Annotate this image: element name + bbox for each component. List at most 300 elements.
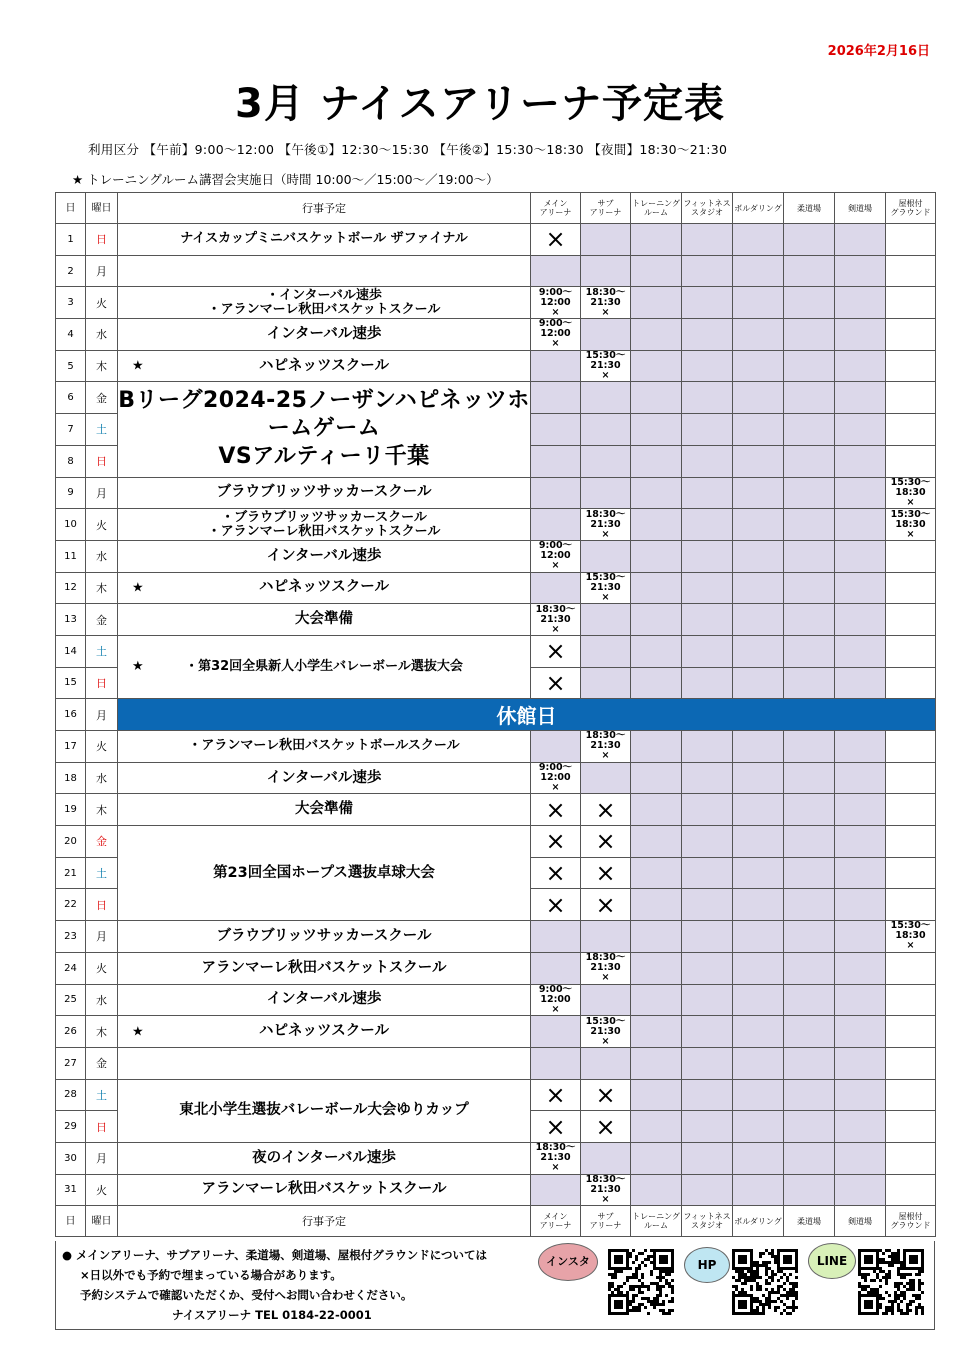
event-cell	[118, 984, 531, 1016]
header-facility: ボルダリング	[733, 193, 784, 224]
facility-cell	[581, 604, 631, 636]
header-facility: ボルダリング	[733, 1206, 784, 1237]
facility-cell	[631, 319, 682, 351]
facility-cell	[581, 319, 631, 351]
event-text: インターバル速歩	[266, 325, 382, 342]
day-cell: 5	[56, 350, 86, 382]
weekday-cell: 土	[86, 635, 118, 667]
facility-cell: ×	[581, 794, 631, 826]
facility-cell	[835, 350, 886, 382]
facility-cell	[682, 984, 733, 1016]
facility-cell	[581, 540, 631, 572]
table-row	[56, 224, 936, 256]
facility-cell	[784, 255, 835, 287]
facility-cell	[835, 287, 886, 319]
table-row	[56, 1142, 936, 1174]
facility-cell	[682, 509, 733, 541]
facility-cell	[886, 889, 936, 921]
facility-cell	[631, 572, 682, 604]
header-facility: サブ アリーナ	[581, 193, 631, 224]
facility-cell	[682, 762, 733, 794]
star-icon: ★	[132, 580, 144, 596]
facility-cell	[631, 414, 682, 446]
facility-cell	[835, 509, 886, 541]
event-text: ・インターバル速歩 ・アランマーレ秋田バスケットスクール	[207, 287, 441, 317]
table-row	[56, 287, 936, 319]
facility-cell	[682, 255, 733, 287]
facility-cell	[886, 287, 936, 319]
facility-cell: ×	[581, 1111, 631, 1143]
facility-cell	[733, 921, 784, 953]
day-cell: 4	[56, 319, 86, 351]
facility-cell	[886, 1111, 936, 1143]
event-cell	[118, 540, 531, 572]
weekday-cell: 月	[86, 1142, 118, 1174]
table-row	[56, 255, 936, 287]
facility-cell: ×	[531, 826, 581, 858]
facility-cell	[531, 350, 581, 382]
facility-cell	[835, 319, 886, 351]
event-cell	[118, 952, 531, 984]
header-weekday: 曜日	[86, 193, 118, 224]
weekday-cell: 木	[86, 794, 118, 826]
day-cell: 15	[56, 667, 86, 699]
table-row	[56, 826, 936, 858]
facility-cell	[784, 572, 835, 604]
facility-cell	[733, 1047, 784, 1079]
facility-cell	[886, 1079, 936, 1111]
event-text: ・第32回全県新人小学生バレーボール選抜大会	[185, 659, 463, 675]
facility-cell: 18:30～ 21:30 ×	[581, 287, 631, 319]
day-cell: 22	[56, 889, 86, 921]
facility-cell	[784, 952, 835, 984]
facility-cell: ×	[531, 794, 581, 826]
facility-cell	[631, 382, 682, 414]
facility-cell	[531, 1047, 581, 1079]
facility-cell: ×	[531, 224, 581, 256]
facility-cell	[682, 540, 733, 572]
table-row	[56, 509, 936, 541]
facility-cell	[733, 509, 784, 541]
header-row-bottom	[56, 1206, 936, 1237]
facility-cell	[531, 445, 581, 477]
facility-cell: 15:30～ 18:30 ×	[886, 477, 936, 509]
weekday-cell: 水	[86, 984, 118, 1016]
header-facility: トレーニング ルーム	[631, 193, 682, 224]
facility-cell	[631, 509, 682, 541]
facility-cell	[631, 1111, 682, 1143]
facility-cell	[784, 224, 835, 256]
weekday-cell: 金	[86, 604, 118, 636]
day-cell: 27	[56, 1047, 86, 1079]
facility-cell	[631, 477, 682, 509]
table-row	[56, 762, 936, 794]
header-facility: 柔道場	[784, 1206, 835, 1237]
facility-cell	[835, 414, 886, 446]
weekday-cell: 土	[86, 857, 118, 889]
weekday-cell: 月	[86, 477, 118, 509]
facility-cell: 9:00～ 12:00 ×	[531, 762, 581, 794]
facility-cell	[682, 952, 733, 984]
facility-cell: ×	[581, 1079, 631, 1111]
issue-date: 2026年2月16日	[827, 44, 930, 59]
facility-cell	[886, 1174, 936, 1206]
facility-cell	[631, 255, 682, 287]
instagram-qr-icon[interactable]	[608, 1249, 674, 1315]
facility-cell: ×	[531, 1079, 581, 1111]
facility-cell	[835, 540, 886, 572]
footer-line: ● メインアリーナ、サブアリーナ、柔道場、剣道場、屋根付グラウンドについては	[62, 1248, 488, 1262]
facility-cell	[886, 1142, 936, 1174]
header-facility: 屋根付 グラウンド	[886, 193, 936, 224]
facility-cell	[682, 1142, 733, 1174]
facility-cell	[531, 477, 581, 509]
table-row	[56, 319, 936, 351]
facility-cell	[733, 794, 784, 826]
facility-cell: 18:30～ 21:30 ×	[581, 952, 631, 984]
event-text: ナイスカップミニバスケットボール ザファイナル	[180, 231, 468, 247]
event-cell	[118, 1079, 531, 1142]
event-cell	[118, 731, 531, 763]
facility-cell	[886, 572, 936, 604]
facility-cell	[531, 1174, 581, 1206]
facility-cell	[531, 1016, 581, 1048]
event-cell	[118, 287, 531, 319]
event-text: 第23回全国ホープス選抜卓球大会	[213, 864, 435, 881]
event-cell	[118, 604, 531, 636]
facility-cell	[886, 762, 936, 794]
facility-cell	[733, 477, 784, 509]
table-row	[56, 1174, 936, 1206]
facility-cell	[733, 414, 784, 446]
facility-cell	[531, 921, 581, 953]
facility-cell	[733, 540, 784, 572]
facility-cell	[733, 255, 784, 287]
header-event: 行事予定	[118, 193, 531, 224]
facility-cell	[631, 826, 682, 858]
weekday-cell: 金	[86, 1047, 118, 1079]
facility-cell	[733, 1174, 784, 1206]
facility-cell	[886, 414, 936, 446]
facility-cell: 9:00～ 12:00 ×	[531, 984, 581, 1016]
facility-cell: 15:30～ 21:30 ×	[581, 572, 631, 604]
table-row	[56, 604, 936, 636]
instagram-bubble[interactable]: インスタ	[538, 1243, 598, 1281]
facility-cell	[631, 984, 682, 1016]
facility-cell	[581, 382, 631, 414]
facility-cell	[682, 921, 733, 953]
facility-cell	[682, 414, 733, 446]
facility-cell	[682, 1079, 733, 1111]
facility-cell	[886, 540, 936, 572]
weekday-cell: 月	[86, 921, 118, 953]
facility-cell	[581, 762, 631, 794]
facility-cell	[835, 604, 886, 636]
facility-cell	[835, 382, 886, 414]
usage-hours: 利用区分 【午前】9:00～12:00 【午後①】12:30～15:30 【午後②】15:30～18:30 【夜間】18:30～21:30	[88, 142, 728, 157]
table-row	[56, 794, 936, 826]
weekday-cell: 日	[86, 889, 118, 921]
facility-cell	[631, 667, 682, 699]
weekday-cell: 水	[86, 540, 118, 572]
facility-cell	[581, 255, 631, 287]
event-cell	[118, 635, 531, 698]
facility-cell	[682, 889, 733, 921]
facility-cell: 9:00～ 12:00 ×	[531, 540, 581, 572]
facility-cell	[531, 731, 581, 763]
facility-cell	[784, 1174, 835, 1206]
header-row-top	[56, 193, 936, 224]
facility-cell	[682, 445, 733, 477]
footer-note	[62, 1245, 487, 1325]
weekday-cell: 月	[86, 255, 118, 287]
facility-cell	[784, 731, 835, 763]
closed-banner: 休館日	[118, 699, 936, 731]
event-text: ・ブラウブリッツサッカースクール ・アランマーレ秋田バスケットスクール	[207, 509, 441, 539]
event-text: インターバル速歩	[266, 769, 382, 786]
facility-cell	[682, 1016, 733, 1048]
facility-cell	[835, 826, 886, 858]
facility-cell	[886, 667, 936, 699]
event-text: 大会準備	[295, 611, 353, 628]
facility-cell	[835, 794, 886, 826]
day-cell: 28	[56, 1079, 86, 1111]
weekday-cell: 火	[86, 952, 118, 984]
header-facility: 柔道場	[784, 193, 835, 224]
header-facility: サブ アリーナ	[581, 1206, 631, 1237]
facility-cell	[835, 224, 886, 256]
facility-cell	[581, 1047, 631, 1079]
facility-cell	[581, 477, 631, 509]
table-row	[56, 1016, 936, 1048]
facility-cell	[835, 1111, 886, 1143]
facility-cell	[733, 445, 784, 477]
event-text: ブラウブリッツサッカースクール	[216, 927, 432, 944]
table-row	[56, 731, 936, 763]
facility-cell	[531, 952, 581, 984]
weekday-cell: 水	[86, 319, 118, 351]
facility-cell	[886, 826, 936, 858]
facility-cell	[581, 667, 631, 699]
facility-cell	[682, 794, 733, 826]
facility-cell	[835, 255, 886, 287]
table-row	[56, 984, 936, 1016]
weekday-cell: 火	[86, 509, 118, 541]
weekday-cell: 日	[86, 667, 118, 699]
facility-cell	[631, 635, 682, 667]
facility-cell: 18:30～ 21:30 ×	[531, 1142, 581, 1174]
facility-cell	[784, 635, 835, 667]
facility-cell	[886, 635, 936, 667]
facility-cell	[631, 857, 682, 889]
event-text: インターバル速歩	[266, 547, 382, 564]
weekday-cell: 日	[86, 445, 118, 477]
event-text: ハピネッツスクール	[259, 1023, 389, 1040]
facility-cell	[531, 572, 581, 604]
table-row	[56, 699, 936, 731]
facility-cell	[631, 1047, 682, 1079]
facility-cell	[631, 350, 682, 382]
facility-cell	[835, 477, 886, 509]
facility-cell	[733, 572, 784, 604]
table-row	[56, 382, 936, 414]
day-cell: 6	[56, 382, 86, 414]
facility-cell	[682, 382, 733, 414]
facility-cell	[784, 921, 835, 953]
line-qr-icon[interactable]	[858, 1249, 924, 1315]
event-cell	[118, 382, 531, 477]
facility-cell	[682, 477, 733, 509]
facility-cell	[733, 889, 784, 921]
facility-cell	[631, 794, 682, 826]
day-cell: 21	[56, 857, 86, 889]
weekday-cell: 金	[86, 826, 118, 858]
facility-cell	[733, 382, 784, 414]
event-text: ハピネッツスクール	[259, 357, 389, 374]
day-cell: 7	[56, 414, 86, 446]
facility-cell: ×	[531, 889, 581, 921]
facility-cell	[784, 509, 835, 541]
facility-cell	[835, 1142, 886, 1174]
facility-cell	[581, 984, 631, 1016]
facility-cell	[682, 572, 733, 604]
hp-bubble[interactable]: HP	[684, 1247, 730, 1283]
facility-cell	[733, 350, 784, 382]
event-text: ・アランマーレ秋田バスケットボールスクール	[188, 738, 460, 754]
facility-cell	[682, 667, 733, 699]
facility-cell	[682, 1174, 733, 1206]
event-cell	[118, 1047, 531, 1079]
day-cell: 2	[56, 255, 86, 287]
event-cell	[118, 509, 531, 541]
footer-line: ナイスアリーナ TEL 0184-22-0001	[172, 1308, 372, 1322]
header-facility: 剣道場	[835, 193, 886, 224]
facility-cell	[682, 1111, 733, 1143]
event-text: Bリーグ2024-25ノーザンハピネッツホームゲーム VSアルティーリ千葉	[118, 388, 530, 470]
facility-cell	[784, 1016, 835, 1048]
facility-cell: 15:30～ 21:30 ×	[581, 1016, 631, 1048]
facility-cell	[581, 414, 631, 446]
facility-cell	[733, 319, 784, 351]
facility-cell	[784, 984, 835, 1016]
header-facility: フィットネス スタジオ	[682, 193, 733, 224]
event-text: ブラウブリッツサッカースクール	[216, 484, 432, 501]
facility-cell	[733, 857, 784, 889]
facility-cell	[733, 826, 784, 858]
facility-cell: 15:30～ 21:30 ×	[581, 350, 631, 382]
footer	[55, 1241, 935, 1330]
schedule-table	[55, 192, 936, 1237]
facility-cell	[733, 762, 784, 794]
facility-cell	[682, 287, 733, 319]
facility-cell	[784, 445, 835, 477]
event-cell	[118, 1016, 531, 1048]
day-cell: 17	[56, 731, 86, 763]
facility-cell	[631, 540, 682, 572]
facility-cell	[682, 604, 733, 636]
facility-cell	[835, 1047, 886, 1079]
facility-cell	[682, 224, 733, 256]
facility-cell	[682, 857, 733, 889]
facility-cell	[631, 1174, 682, 1206]
event-cell	[118, 255, 531, 287]
facility-cell: 9:00～ 12:00 ×	[531, 319, 581, 351]
event-text: ハピネッツスクール	[259, 579, 389, 596]
weekday-cell: 木	[86, 350, 118, 382]
facility-cell	[784, 319, 835, 351]
facility-cell	[531, 509, 581, 541]
facility-cell	[631, 224, 682, 256]
line-bubble[interactable]: LINE	[808, 1243, 856, 1279]
event-text: 大会準備	[295, 801, 353, 818]
facility-cell	[733, 635, 784, 667]
header-facility: 屋根付 グラウンド	[886, 1206, 936, 1237]
facility-cell	[631, 445, 682, 477]
facility-cell	[531, 414, 581, 446]
facility-cell	[835, 762, 886, 794]
event-cell	[118, 224, 531, 256]
facility-cell	[784, 1047, 835, 1079]
facility-cell: 18:30～ 21:30 ×	[581, 1174, 631, 1206]
facility-cell	[784, 287, 835, 319]
facility-cell	[682, 319, 733, 351]
header-facility: トレーニング ルーム	[631, 1206, 682, 1237]
facility-cell	[835, 889, 886, 921]
facility-cell	[835, 921, 886, 953]
facility-cell: ×	[581, 826, 631, 858]
facility-cell	[631, 889, 682, 921]
day-cell: 26	[56, 1016, 86, 1048]
facility-cell	[581, 921, 631, 953]
header-facility: 剣道場	[835, 1206, 886, 1237]
facility-cell	[733, 287, 784, 319]
facility-cell	[886, 604, 936, 636]
day-cell: 31	[56, 1174, 86, 1206]
facility-cell: ×	[581, 857, 631, 889]
facility-cell: 18:30～ 21:30 ×	[581, 731, 631, 763]
facility-cell: 15:30～ 18:30 ×	[886, 509, 936, 541]
facility-cell	[784, 889, 835, 921]
header-facility: メイン アリーナ	[531, 1206, 581, 1237]
footer-line: 予約システムで確認いただくか、受付へお問い合わせください。	[80, 1288, 413, 1302]
facility-cell: ×	[531, 635, 581, 667]
facility-cell: 18:30～ 21:30 ×	[581, 509, 631, 541]
facility-cell	[835, 667, 886, 699]
star-icon: ★	[132, 1024, 144, 1040]
facility-cell	[784, 826, 835, 858]
page-title: 3月 ナイスアリーナ予定表	[235, 81, 725, 127]
table-row	[56, 572, 936, 604]
facility-cell	[784, 382, 835, 414]
table-row	[56, 540, 936, 572]
day-cell: 19	[56, 794, 86, 826]
event-cell	[118, 477, 531, 509]
star-icon: ★	[132, 659, 144, 675]
hp-qr-icon[interactable]	[732, 1249, 798, 1315]
day-cell: 29	[56, 1111, 86, 1143]
event-text: アランマーレ秋田バスケットスクール	[201, 959, 447, 976]
header-facility: メイン アリーナ	[531, 193, 581, 224]
event-cell	[118, 572, 531, 604]
facility-cell	[886, 952, 936, 984]
facility-cell	[631, 287, 682, 319]
facility-cell	[733, 604, 784, 636]
day-cell: 3	[56, 287, 86, 319]
facility-cell	[835, 731, 886, 763]
facility-cell: ×	[531, 667, 581, 699]
facility-cell: ×	[531, 1111, 581, 1143]
facility-cell	[631, 952, 682, 984]
